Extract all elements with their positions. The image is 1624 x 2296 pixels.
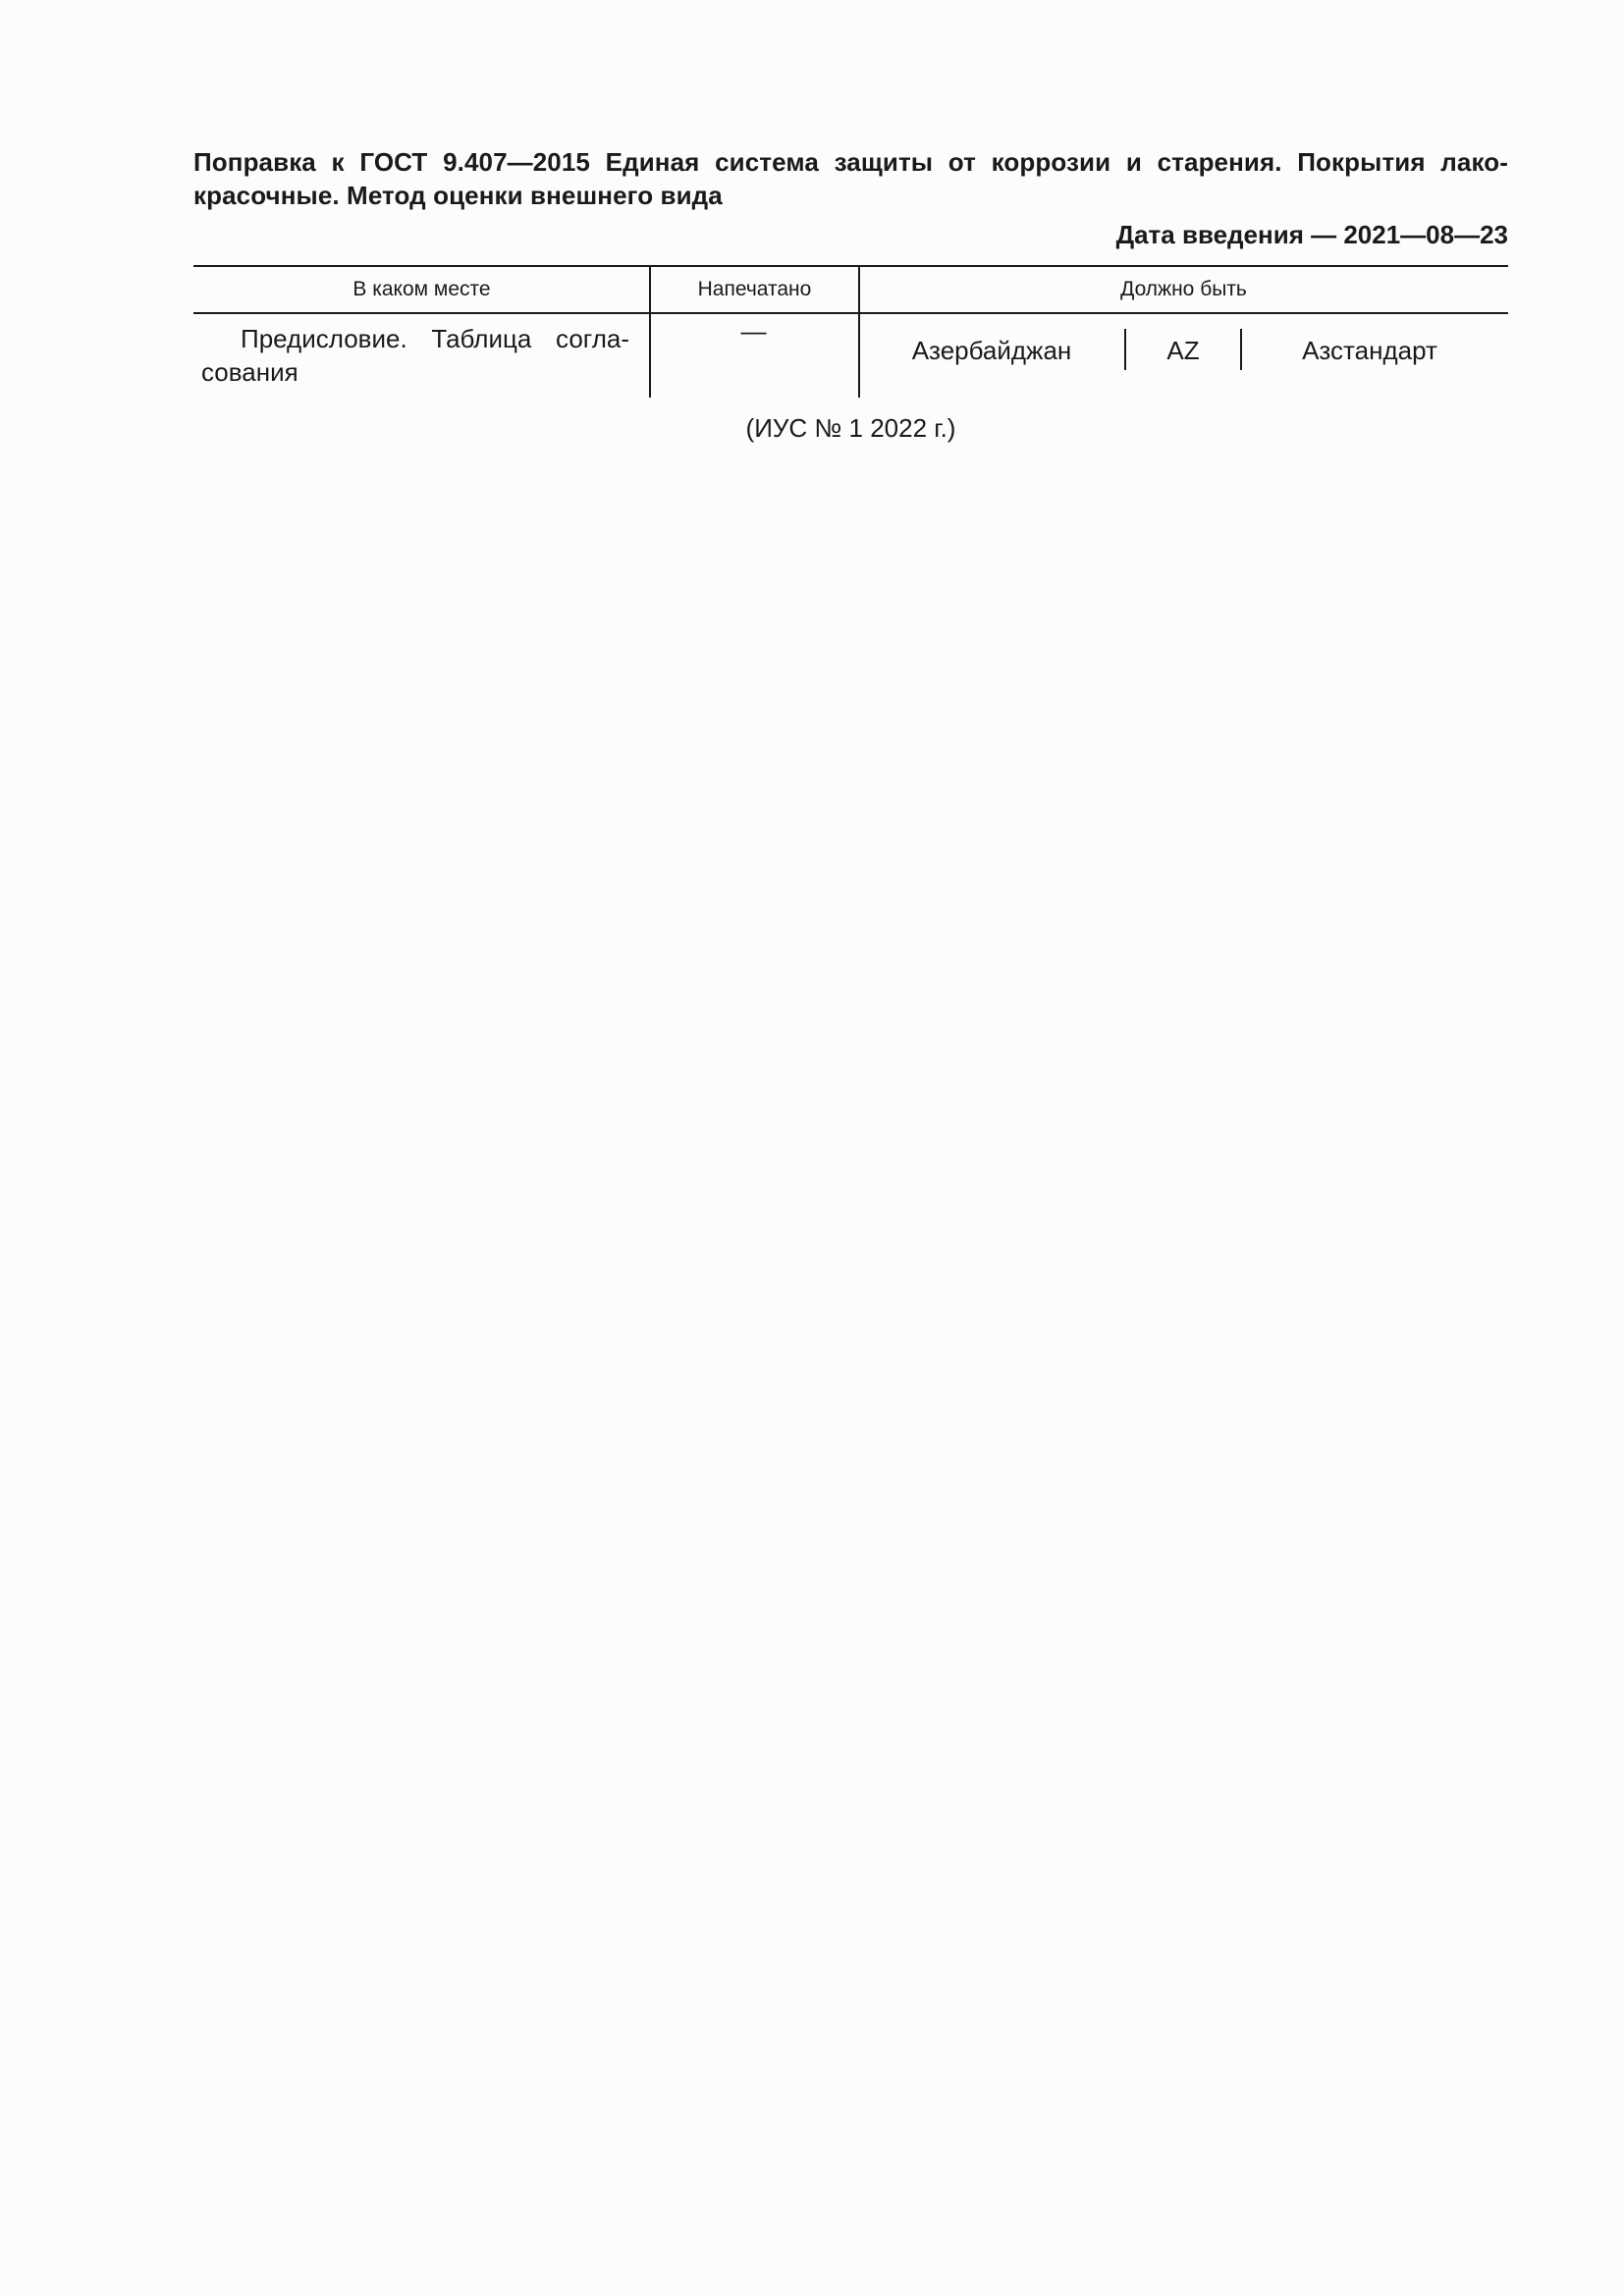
column-divider <box>858 267 860 398</box>
row-printed: — <box>740 316 767 346</box>
header-where: В каком месте <box>352 278 491 300</box>
row-country: Азербайджан <box>911 336 1072 365</box>
document-page <box>193 145 1508 445</box>
row-country-code: AZ <box>1166 336 1200 365</box>
header-should-be: Должно быть <box>1120 278 1247 300</box>
row-where: Предисловие. Таблица согла-сования <box>201 324 629 387</box>
effective-date: Дата введения — 2021—08—23 <box>1115 220 1508 249</box>
header-printed: Напечатано <box>697 278 812 300</box>
footer-note: (ИУС № 1 2022 г.) <box>745 413 956 443</box>
corrections-table <box>193 265 1508 398</box>
document-title: Поправка к ГОСТ 9.407—2015 Единая система защиты от коррозии и старения. Покрытия лако-красочные. Метод оценки внешнего вида <box>193 147 1508 210</box>
row-standards-body: Азстандарт <box>1302 336 1437 365</box>
